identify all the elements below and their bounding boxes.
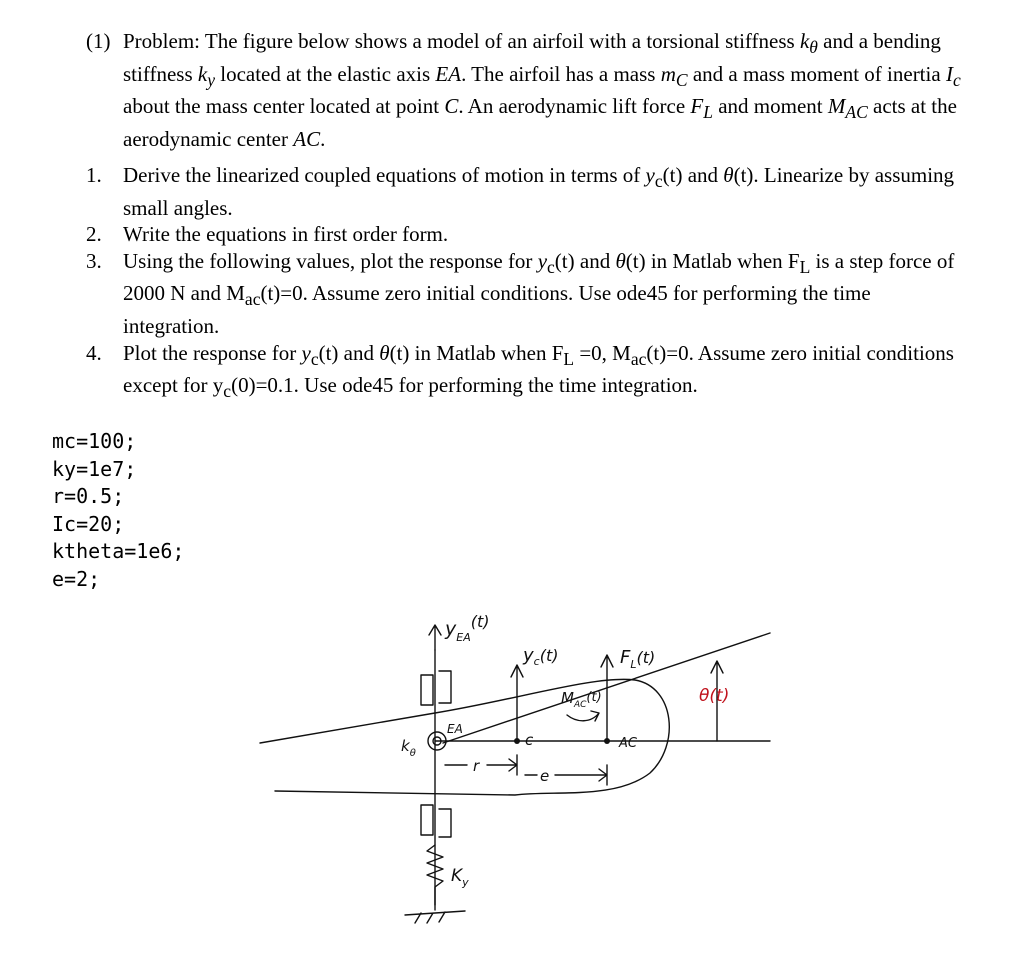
e-dimension-arrow bbox=[525, 765, 607, 785]
code-line: ktheta=1e6; bbox=[52, 539, 185, 563]
lower-support-element bbox=[421, 805, 451, 837]
code-line: ky=1e7; bbox=[52, 456, 137, 481]
aero-center-point bbox=[604, 738, 610, 744]
airfoil-outline bbox=[260, 679, 669, 795]
k-theta-label: $k_\theta$ bbox=[401, 737, 416, 759]
problem-number: (1) bbox=[86, 29, 111, 53]
problem-text: Problem: The figure below shows a model of an airfoil with a torsional stiffness $k_\theta$ and a bending stiffness $k_y$ located at the elastic axis EA. The airfoil has a mass $m_C$ and a mass moment of inertia $I_c$ about the mass center located at point C. An aerodynamic lift force $F_L$ and moment $M_{AC}$ acts at the aerodynamic center AC. bbox=[123, 29, 961, 152]
k-y-label: $K_y$ bbox=[451, 866, 469, 889]
airfoil-diagram bbox=[255, 605, 785, 930]
c-label: c bbox=[525, 731, 534, 749]
y-c-label: $y_c(t)$ bbox=[523, 645, 559, 668]
y-ea-label: $y_{EA}^{(t)}$ bbox=[445, 612, 490, 644]
theta-label: θ(t) bbox=[699, 686, 730, 706]
lift-force-arrow bbox=[601, 655, 613, 741]
y-ea-arrow bbox=[429, 625, 441, 650]
task-item-3: 3. Using the following values, plot the response for $y_c(t)$ and θ(t) in Matlab when $F_L$ is a step force of 2000 N and $M_{ac}(t)=0$. Assume zero initial conditions. Use ode45 for performing the time integration. bbox=[86, 248, 955, 339]
e-label: e bbox=[540, 767, 550, 785]
task-item-2: 2. Write the equations in first order form. bbox=[86, 222, 449, 247]
r-label: r bbox=[473, 757, 480, 775]
task-list bbox=[86, 162, 966, 405]
r-dimension-arrow bbox=[445, 755, 517, 775]
ground bbox=[405, 911, 465, 923]
code-line: r=0.5; bbox=[52, 484, 125, 508]
ac-label: AC bbox=[619, 736, 637, 751]
problem-statement bbox=[86, 28, 966, 153]
code-line: Ic=20; bbox=[52, 511, 125, 536]
task-item-1: 1. Derive the linearized coupled equations of motion in terms of $y_c(t)$ and θ(t). Linearize by assuming small angles. bbox=[86, 163, 955, 220]
mass-center-point bbox=[514, 738, 520, 744]
ea-label: EA bbox=[447, 722, 463, 736]
moment-arc bbox=[567, 711, 599, 721]
lift-force-label: $F_L(t)$ bbox=[620, 647, 656, 671]
y-c-arrow bbox=[511, 665, 523, 741]
code-line: e=2; bbox=[52, 566, 101, 591]
task-item-4: 4. Plot the response for $y_c(t)$ and θ(t) in Matlab when $F_L =0$, $M_{ac}(t)=0$. Assume zero initial conditions except for $y_c(0)=0.1$. Use ode45 for performing the time integration. bbox=[86, 340, 954, 402]
matlab-parameters-code bbox=[52, 428, 184, 593]
upper-support-element bbox=[421, 671, 451, 705]
moment-label: $M_{AC}(t)$ bbox=[561, 689, 602, 710]
code-line: mc=100; bbox=[52, 429, 137, 453]
